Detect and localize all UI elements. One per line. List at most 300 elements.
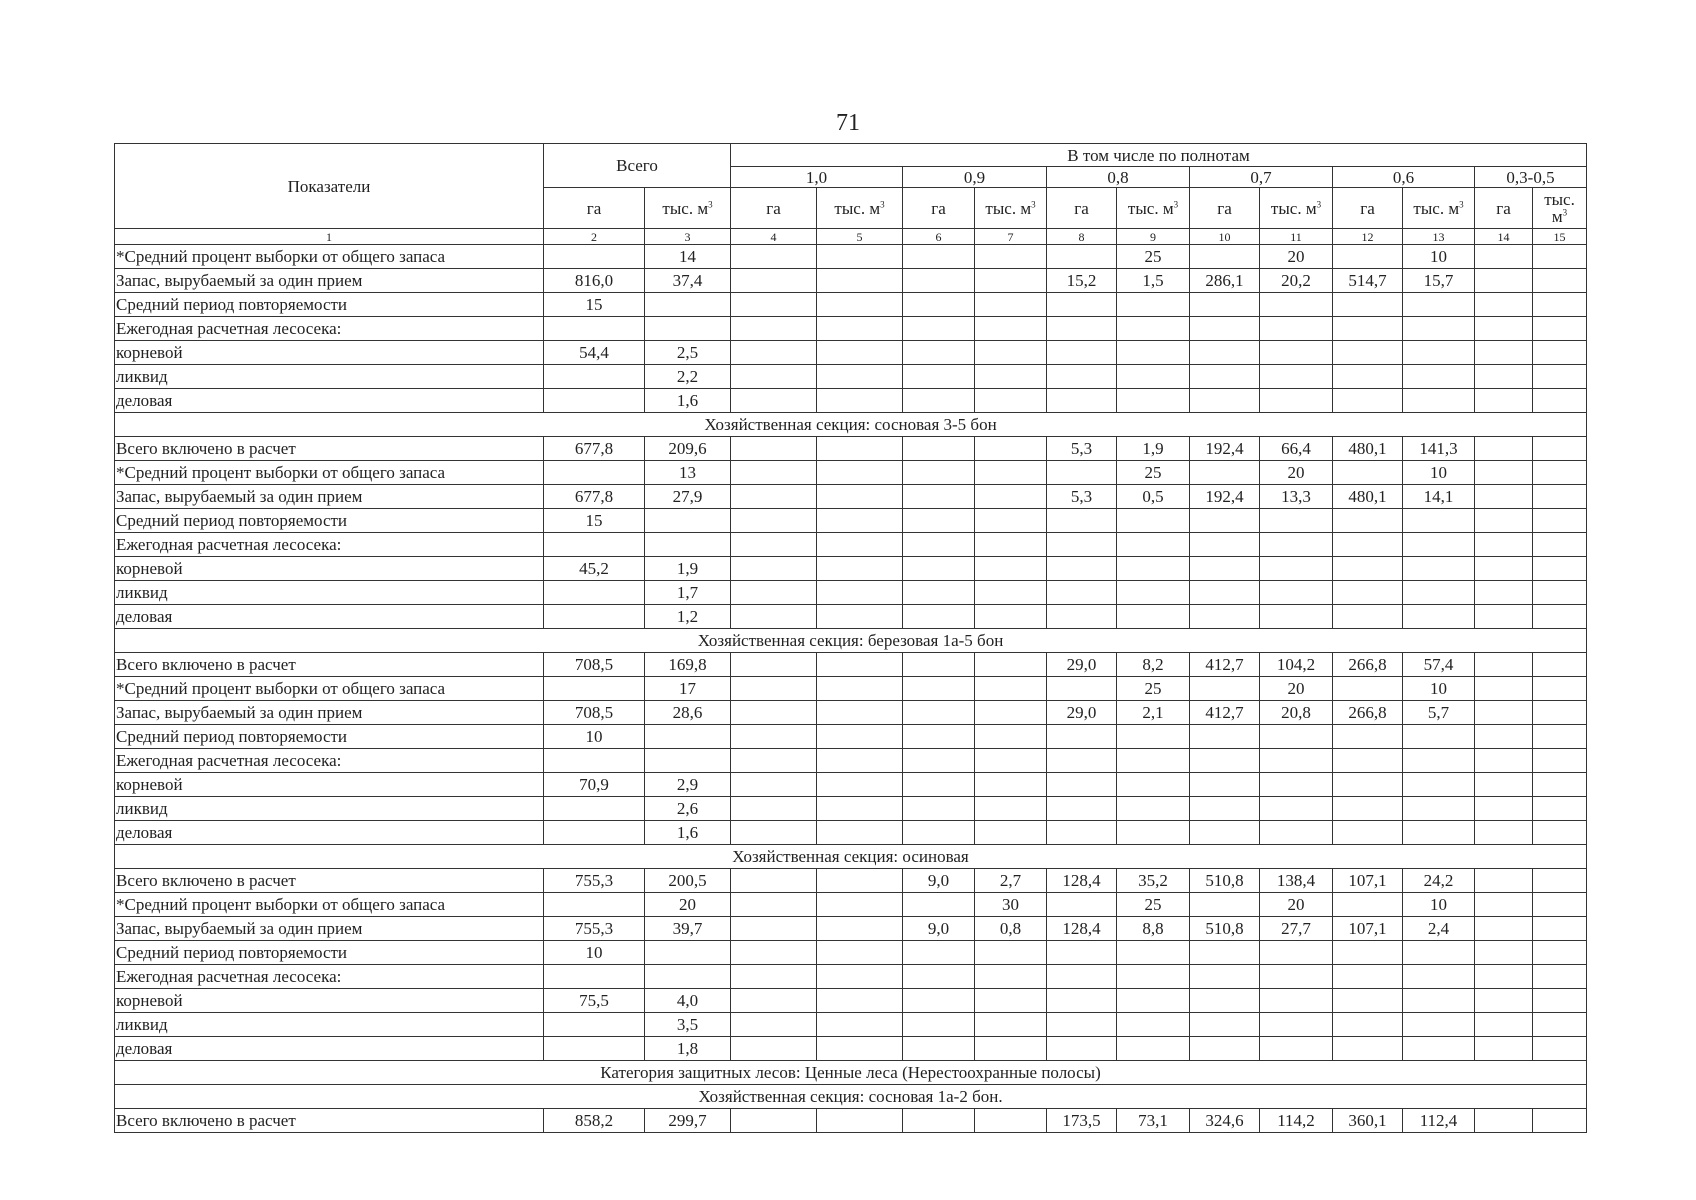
table-cell — [544, 389, 645, 413]
table-cell: 9,0 — [903, 917, 975, 941]
table-cell — [1047, 773, 1117, 797]
table-cell — [1403, 725, 1475, 749]
table-cell — [1333, 533, 1403, 557]
table-row — [115, 1037, 1587, 1061]
table-cell — [1533, 821, 1587, 845]
row-label: деловая — [115, 821, 544, 845]
table-cell — [731, 533, 817, 557]
table-cell — [817, 509, 903, 533]
unit-superscript: 3 — [1173, 198, 1179, 209]
table-cell: 412,7 — [1190, 701, 1260, 725]
table-cell — [1333, 509, 1403, 533]
table-cell — [645, 965, 731, 989]
unit-volume-header — [1260, 188, 1333, 229]
table-cell — [975, 341, 1047, 365]
table-cell — [1190, 581, 1260, 605]
table-cell — [1333, 773, 1403, 797]
table-cell — [731, 653, 817, 677]
table-cell: 29,0 — [1047, 701, 1117, 725]
unit-text: тыс. м — [834, 198, 881, 218]
table-cell — [1260, 941, 1333, 965]
row-label: Всего включено в расчет — [115, 437, 544, 461]
table-cell: 75,5 — [544, 989, 645, 1013]
table-cell: 8,8 — [1117, 917, 1190, 941]
forest-table — [114, 143, 1587, 1133]
table-row — [115, 1109, 1587, 1133]
table-cell — [731, 989, 817, 1013]
table-cell — [1475, 773, 1533, 797]
table-cell: 10 — [1403, 893, 1475, 917]
table-cell — [817, 677, 903, 701]
table-cell — [1190, 797, 1260, 821]
table-cell: 2,9 — [645, 773, 731, 797]
table-cell: 10 — [1403, 677, 1475, 701]
table-cell — [903, 773, 975, 797]
table-row — [115, 389, 1587, 413]
table-cell — [903, 677, 975, 701]
table-cell — [903, 965, 975, 989]
table-cell — [731, 893, 817, 917]
table-cell: 17 — [645, 677, 731, 701]
table-cell — [1260, 1037, 1333, 1061]
table-cell — [645, 533, 731, 557]
table-cell — [731, 269, 817, 293]
row-label: Средний период повторяемости — [115, 293, 544, 317]
table-cell — [903, 725, 975, 749]
table-cell — [544, 317, 645, 341]
table-cell — [817, 557, 903, 581]
row-label: ликвид — [115, 581, 544, 605]
table-cell — [975, 725, 1047, 749]
table-row — [115, 653, 1587, 677]
table-cell — [544, 797, 645, 821]
table-row — [115, 293, 1587, 317]
table-cell — [1047, 725, 1117, 749]
table-cell — [1333, 965, 1403, 989]
row-label: деловая — [115, 1037, 544, 1061]
table-cell: 20 — [1260, 461, 1333, 485]
table-cell — [1533, 437, 1587, 461]
table-cell: 28,6 — [645, 701, 731, 725]
column-number: 10 — [1190, 229, 1260, 245]
table-cell — [731, 365, 817, 389]
column-number: 6 — [903, 229, 975, 245]
table-cell — [817, 269, 903, 293]
section-row — [115, 845, 1587, 869]
table-cell — [1260, 821, 1333, 845]
table-cell — [1117, 365, 1190, 389]
table-cell: 1,6 — [645, 821, 731, 845]
table-cell — [903, 509, 975, 533]
table-cell: 192,4 — [1190, 485, 1260, 509]
table-cell — [731, 1037, 817, 1061]
table-cell — [1475, 869, 1533, 893]
table-row — [115, 989, 1587, 1013]
column-number: 5 — [817, 229, 903, 245]
row-label: ликвид — [115, 797, 544, 821]
table-cell — [1190, 893, 1260, 917]
table-cell: 20 — [645, 893, 731, 917]
table-cell — [1533, 917, 1587, 941]
table-cell — [975, 437, 1047, 461]
table-cell — [1475, 461, 1533, 485]
table-cell — [1190, 1037, 1260, 1061]
table-cell — [817, 893, 903, 917]
table-cell — [1475, 317, 1533, 341]
table-cell — [1533, 989, 1587, 1013]
table-cell: 2,4 — [1403, 917, 1475, 941]
table-cell: 141,3 — [1403, 437, 1475, 461]
table-cell — [1190, 509, 1260, 533]
table-cell: 708,5 — [544, 701, 645, 725]
table-cell — [645, 293, 731, 317]
table-cell: 816,0 — [544, 269, 645, 293]
table-cell — [1260, 773, 1333, 797]
table-cell: 5,3 — [1047, 437, 1117, 461]
table-cell: 13,3 — [1260, 485, 1333, 509]
table-cell — [903, 533, 975, 557]
section-row — [115, 413, 1587, 437]
table-cell: 677,8 — [544, 437, 645, 461]
table-row — [115, 893, 1587, 917]
table-cell — [731, 437, 817, 461]
density-header: 0,9 — [903, 167, 1047, 188]
unit-text: тыс. м — [1127, 198, 1174, 218]
table-cell: 266,8 — [1333, 701, 1403, 725]
table-cell — [903, 1013, 975, 1037]
table-cell — [817, 245, 903, 269]
unit-text: тыс. м — [1413, 198, 1460, 218]
table-cell: 35,2 — [1117, 869, 1190, 893]
table-cell — [1190, 773, 1260, 797]
column-number: 3 — [645, 229, 731, 245]
table-row — [115, 917, 1587, 941]
table-cell — [817, 725, 903, 749]
table-cell: 30 — [975, 893, 1047, 917]
table-cell — [1047, 533, 1117, 557]
table-cell: 1,2 — [645, 605, 731, 629]
unit-superscript: 3 — [1316, 198, 1322, 209]
table-cell — [1403, 509, 1475, 533]
table-cell — [1260, 557, 1333, 581]
table-cell — [1403, 293, 1475, 317]
table-cell — [1475, 341, 1533, 365]
table-cell — [1403, 797, 1475, 821]
table-cell: 266,8 — [1333, 653, 1403, 677]
section-title: Категория защитных лесов: Ценные леса (Нерестоохранные полосы) — [115, 1061, 1587, 1085]
table-cell — [903, 437, 975, 461]
table-cell — [1533, 1109, 1587, 1133]
table-cell — [817, 533, 903, 557]
density-header: 0,7 — [1190, 167, 1333, 188]
table-cell — [1047, 509, 1117, 533]
table-cell — [1333, 245, 1403, 269]
table-cell — [1333, 749, 1403, 773]
section-row — [115, 1085, 1587, 1109]
table-cell — [544, 965, 645, 989]
unit-superscript: 3 — [1031, 198, 1036, 209]
table-cell: 9,0 — [903, 869, 975, 893]
table-cell — [1260, 1013, 1333, 1037]
table-row — [115, 245, 1587, 269]
table-cell: 1,8 — [645, 1037, 731, 1061]
table-cell — [1117, 965, 1190, 989]
table-cell — [1260, 605, 1333, 629]
table-cell — [1403, 581, 1475, 605]
table-cell — [975, 773, 1047, 797]
table-row — [115, 941, 1587, 965]
table-cell: 1,7 — [645, 581, 731, 605]
table-cell — [731, 917, 817, 941]
table-cell — [1047, 821, 1117, 845]
table-row — [115, 869, 1587, 893]
table-cell — [1475, 1013, 1533, 1037]
table-cell — [903, 653, 975, 677]
table-cell — [1190, 293, 1260, 317]
table-cell — [817, 365, 903, 389]
table-cell — [731, 389, 817, 413]
table-cell — [1403, 989, 1475, 1013]
row-label: *Средний процент выборки от общего запаса — [115, 461, 544, 485]
table-cell — [1190, 725, 1260, 749]
table-row — [115, 437, 1587, 461]
table-cell — [817, 821, 903, 845]
table-cell — [1475, 749, 1533, 773]
table-cell — [1190, 533, 1260, 557]
table-cell — [1047, 965, 1117, 989]
table-cell — [1403, 941, 1475, 965]
column-number: 13 — [1403, 229, 1475, 245]
table-cell — [817, 341, 903, 365]
table-cell — [1047, 1037, 1117, 1061]
table-cell — [1475, 941, 1533, 965]
table-cell — [1475, 893, 1533, 917]
row-label: Всего включено в расчет — [115, 653, 544, 677]
table-cell — [1533, 557, 1587, 581]
table-cell — [1047, 389, 1117, 413]
table-cell — [1117, 1037, 1190, 1061]
table-cell — [1047, 989, 1117, 1013]
table-cell — [1260, 317, 1333, 341]
table-cell — [1117, 749, 1190, 773]
table-cell — [903, 749, 975, 773]
table-header — [115, 144, 1587, 245]
table-cell — [731, 317, 817, 341]
table-cell — [1533, 461, 1587, 485]
table-cell — [975, 485, 1047, 509]
table-cell: 45,2 — [544, 557, 645, 581]
table-cell: 13 — [645, 461, 731, 485]
table-cell — [817, 941, 903, 965]
table-cell — [1333, 389, 1403, 413]
table-cell — [1117, 509, 1190, 533]
table-cell: 2,5 — [645, 341, 731, 365]
table-cell — [544, 533, 645, 557]
table-cell — [975, 821, 1047, 845]
table-cell — [1260, 989, 1333, 1013]
table-cell — [1533, 269, 1587, 293]
row-label: корневой — [115, 989, 544, 1013]
table-cell: 14 — [645, 245, 731, 269]
table-cell: 54,4 — [544, 341, 645, 365]
table-cell: 15,2 — [1047, 269, 1117, 293]
table-cell — [1475, 509, 1533, 533]
table-cell — [1475, 605, 1533, 629]
table-cell: 20 — [1260, 677, 1333, 701]
table-cell — [1333, 1013, 1403, 1037]
table-cell — [1190, 245, 1260, 269]
table-row — [115, 677, 1587, 701]
table-cell: 128,4 — [1047, 869, 1117, 893]
table-cell — [1475, 1109, 1533, 1133]
table-cell — [1533, 677, 1587, 701]
table-cell: 1,6 — [645, 389, 731, 413]
unit-ha-header: га — [1333, 188, 1403, 229]
table-cell: 0,8 — [975, 917, 1047, 941]
table-cell — [903, 581, 975, 605]
table-cell — [1190, 461, 1260, 485]
table-row — [115, 317, 1587, 341]
table-cell — [1403, 341, 1475, 365]
table-cell — [975, 701, 1047, 725]
table-cell: 20,2 — [1260, 269, 1333, 293]
row-label: деловая — [115, 389, 544, 413]
table-cell — [1190, 1013, 1260, 1037]
table-cell: 192,4 — [1190, 437, 1260, 461]
table-row — [115, 485, 1587, 509]
table-cell — [817, 485, 903, 509]
table-cell — [1260, 725, 1333, 749]
table-cell — [1047, 893, 1117, 917]
unit-superscript: 3 — [880, 198, 885, 209]
by-density-header: В том числе по полнотам — [731, 144, 1587, 167]
table-cell — [1475, 293, 1533, 317]
column-number: 1 — [115, 229, 544, 245]
table-cell — [1403, 773, 1475, 797]
table-cell — [1117, 1013, 1190, 1037]
table-row — [115, 365, 1587, 389]
table-cell — [1475, 965, 1533, 989]
table-cell — [975, 317, 1047, 341]
row-label: *Средний процент выборки от общего запаса — [115, 677, 544, 701]
table-cell — [645, 749, 731, 773]
row-label: Ежегодная расчетная лесосека: — [115, 533, 544, 557]
table-cell — [1047, 605, 1117, 629]
table-cell — [975, 1013, 1047, 1037]
density-header: 0,6 — [1333, 167, 1475, 188]
table-cell — [975, 605, 1047, 629]
table-cell — [1333, 365, 1403, 389]
table-cell: 14,1 — [1403, 485, 1475, 509]
table-cell — [1403, 317, 1475, 341]
table-cell — [731, 557, 817, 581]
table-cell: 39,7 — [645, 917, 731, 941]
row-label: Запас, вырубаемый за один прием — [115, 485, 544, 509]
unit-ha-header: га — [544, 188, 645, 229]
table-cell — [544, 1037, 645, 1061]
table-cell — [1047, 941, 1117, 965]
table-cell — [731, 773, 817, 797]
row-label: ликвид — [115, 1013, 544, 1037]
table-cell — [817, 437, 903, 461]
column-number: 11 — [1260, 229, 1333, 245]
table-cell: 24,2 — [1403, 869, 1475, 893]
table-cell — [731, 821, 817, 845]
table-cell — [1117, 941, 1190, 965]
table-cell — [731, 1013, 817, 1037]
table-cell — [975, 653, 1047, 677]
table-cell — [1260, 797, 1333, 821]
table-cell — [1117, 557, 1190, 581]
table-cell — [645, 317, 731, 341]
table-cell — [1475, 1037, 1533, 1061]
total-header: Всего — [544, 144, 731, 188]
table-cell: 510,8 — [1190, 869, 1260, 893]
table-cell — [1260, 965, 1333, 989]
table-cell — [1533, 941, 1587, 965]
table-cell: 20,8 — [1260, 701, 1333, 725]
table-cell — [1475, 989, 1533, 1013]
table-cell — [731, 965, 817, 989]
table-cell: 2,2 — [645, 365, 731, 389]
table-cell — [1533, 605, 1587, 629]
table-cell — [1333, 893, 1403, 917]
table-cell: 138,4 — [1260, 869, 1333, 893]
table-cell — [1403, 821, 1475, 845]
table-cell: 20 — [1260, 893, 1333, 917]
table-cell: 10 — [1403, 245, 1475, 269]
table-cell — [903, 557, 975, 581]
table-cell — [903, 245, 975, 269]
table-cell — [731, 749, 817, 773]
table-cell: 20 — [1260, 245, 1333, 269]
table-cell — [1475, 581, 1533, 605]
table-cell: 1,9 — [645, 557, 731, 581]
table-cell: 286,1 — [1190, 269, 1260, 293]
unit-ha-header: га — [903, 188, 975, 229]
page-number: 71 — [836, 110, 860, 136]
table-cell — [1475, 365, 1533, 389]
table-cell — [1190, 557, 1260, 581]
table-cell — [1333, 941, 1403, 965]
table-cell — [1333, 677, 1403, 701]
table-cell — [1047, 365, 1117, 389]
table-cell — [1533, 317, 1587, 341]
unit-text: м — [1551, 207, 1563, 226]
table-cell — [1047, 461, 1117, 485]
table-cell: 25 — [1117, 677, 1190, 701]
table-cell — [1475, 677, 1533, 701]
table-cell: 173,5 — [1047, 1109, 1117, 1133]
table-cell — [975, 557, 1047, 581]
table-cell — [1047, 557, 1117, 581]
table-row — [115, 557, 1587, 581]
table-cell — [975, 365, 1047, 389]
table-cell — [731, 869, 817, 893]
table-row — [115, 701, 1587, 725]
table-row — [115, 509, 1587, 533]
unit-superscript: 3 — [708, 198, 713, 209]
table-cell: 5,3 — [1047, 485, 1117, 509]
table-cell: 200,5 — [645, 869, 731, 893]
table-cell — [1047, 581, 1117, 605]
table-cell — [1190, 965, 1260, 989]
table-cell — [1533, 365, 1587, 389]
table-cell — [1403, 749, 1475, 773]
table-row — [115, 341, 1587, 365]
table-cell — [1047, 749, 1117, 773]
table-row — [115, 797, 1587, 821]
